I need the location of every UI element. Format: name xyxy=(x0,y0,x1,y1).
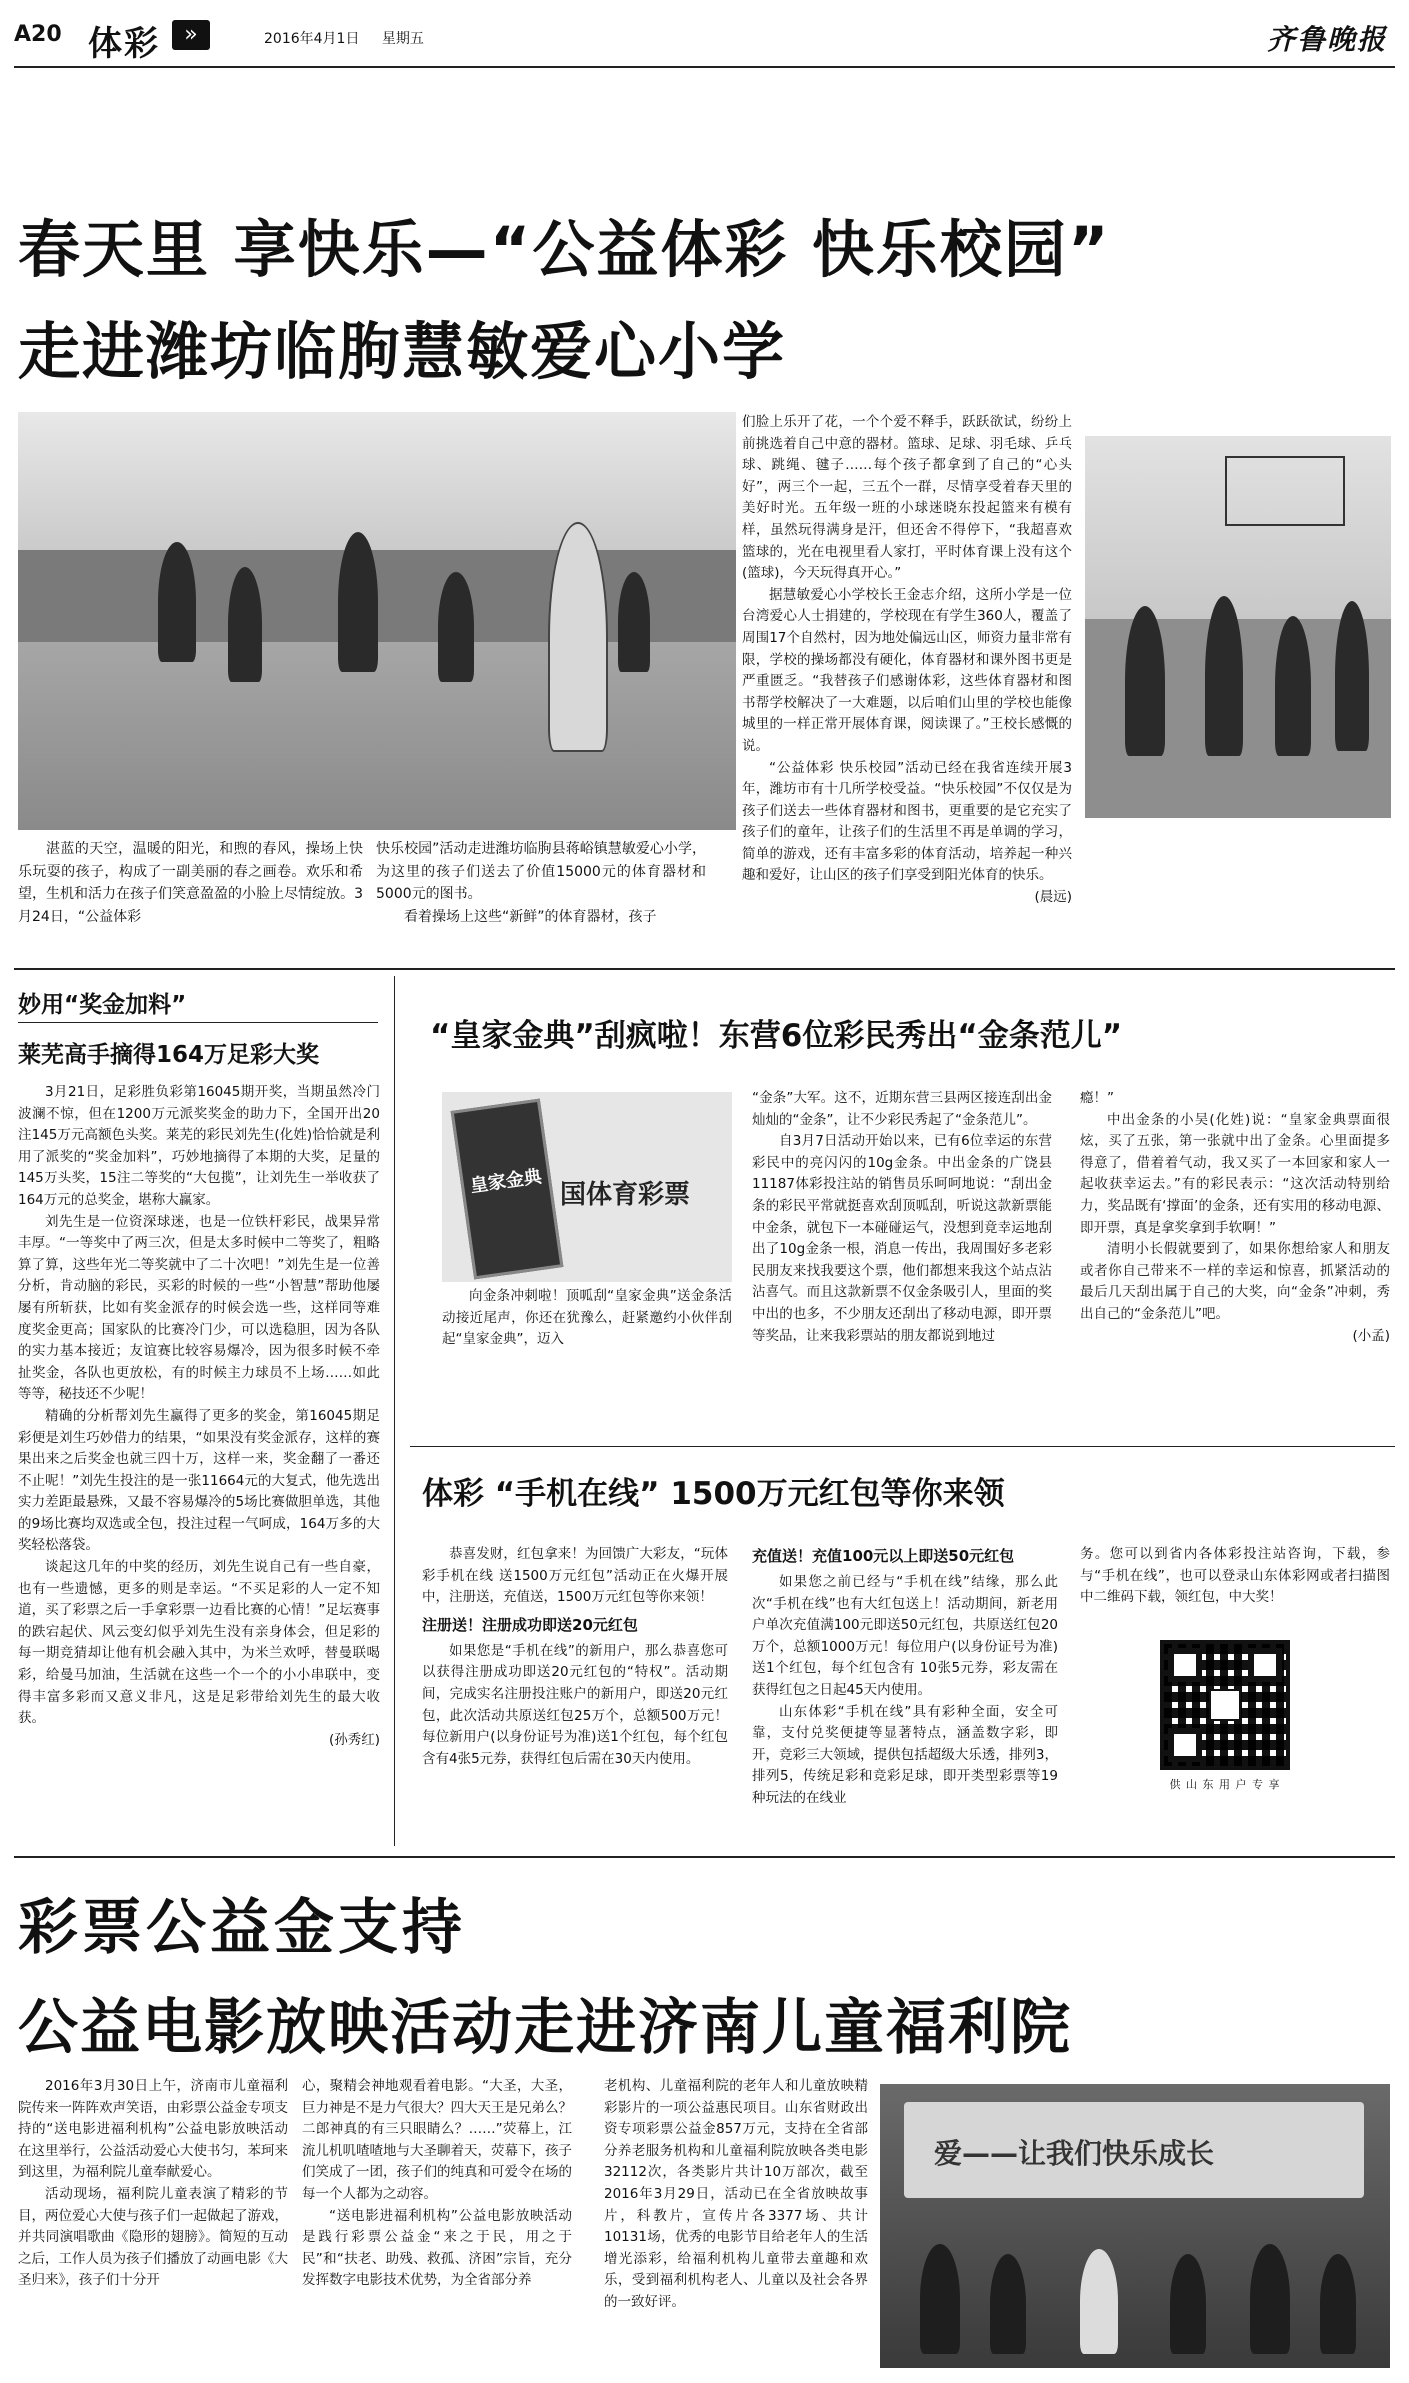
article5-title-line1: 彩票公益金支持 xyxy=(18,1893,466,1963)
stage-banner-text: 爱——让我们快乐成长 xyxy=(934,2137,1215,2170)
article1-author: (晨远) xyxy=(1034,889,1072,906)
section-title: 体彩 xyxy=(88,24,160,64)
article4-col1: 恭喜发财，红包拿来！为回馈广大彩友，“玩体彩手机在线 送1500万元红包”活动正在火爆开展中，注册送，充值送，1500万元红包等你来领！ 注册送！注册成功即送20元红包 如果您是“手机在线”的新用户，那么恭喜您可以获得注册成功即送20元红包的“特权”。活动期间，完成实名注册投注账户的新用户，即送20元红包，此次活动共原送红包25万个，总额500万元！每位新用户(以身份证号为准)送1个红包，每个红包含有4张5元券，获得红包后需在30天内使用。 xyxy=(422,1546,728,1767)
article3-title: “皇家金典”刮疯啦！东营6位彩民秀出“金条范儿” xyxy=(430,1018,1123,1054)
newspaper-logo: 齐鲁晚报 xyxy=(1266,23,1387,56)
photo-scratch-ticket xyxy=(442,1092,732,1282)
article4-col3: 务。您可以到省内各体彩投注站咨询，下载，参与“手机在线”，也可以登录山东体彩网或者扫描图中二维码下载，领红包，中大奖！ xyxy=(1080,1546,1390,1606)
section-badge xyxy=(80,14,240,64)
qr-code[interactable] xyxy=(1160,1640,1290,1770)
article2-author: (孙秀红) xyxy=(328,1731,380,1748)
weekday-text: 星期五 xyxy=(381,31,424,47)
article3-col2: “金条”大军。这不，近期东营三县两区接连刮出金灿灿的“金条”，让不少彩民秀起了“金条范儿”。 自3月7日活动开始以来，已有6位幸运的东营彩民中的亮闪闪的10g金条。中出金条的广饶县11187体彩投注站的销售员乐呵呵地说：“刮出金条的彩民平常就挺喜欢刮顶呱刮，听说这款新票能中金条，就包下一本碰碰运气，没想到竟幸运地刮出了10g金条一根，消息一传出，我周围好多老彩民朋友来找我要这个票，他们都想来我这个站点沾沾喜气。而且这款新票不仅金条吸引人，里面的奖中出的也多，不少朋友还刮出了移动电源，即开票等奖品，让来我彩票站的朋友都说到地过 xyxy=(752,1090,1052,1344)
lottery-sign-text: 国体育彩票 xyxy=(560,1180,691,1210)
article5-col2: 心，聚精会神地观看着电影。“大圣，大圣，巨力神是不是力气很大？四大天王是兄弟么？二郎神真的有三只眼睛么？……”荧幕上，江流儿机叽喳喳地与大圣聊着天，荧幕下，孩子们笑成了一团，孩子们的纯真和可爱令在场的每一个人都为之动容。 “送电影进福利机构”公益电影放映活动是践行彩票公益金“来之于民，用之于民”和“扶老、助残、救孤、济困”宗旨，充分发挥数字电影技术优势，为全省部分养 xyxy=(302,2078,572,2289)
photo-basketball-game xyxy=(1085,436,1391,818)
subhead-register: 注册送！注册成功即送20元红包 xyxy=(422,1615,638,1634)
article1-caption: 湛蓝的天空，温暖的阳光，和煦的春风，操场上快乐玩耍的孩子，构成了一副美丽的春之画卷。欢乐和希望，生机和活力在孩子们笑意盈盈的小脸上尽情绽放。3月24日，“公益体彩 xyxy=(18,841,363,926)
subhead-recharge: 充值送！充值100元以上即送50元红包 xyxy=(752,1547,1015,1565)
article3-caption: 向金条冲刺啦！顶呱刮“皇家金典”送金条活动接近尾声，你还在犹豫么，赶紧邀约小伙伴刮起“皇家金典”，迈入 xyxy=(442,1288,732,1348)
divider-3 xyxy=(14,1856,1395,1858)
article4-col2: 充值送！充值100元以上即送50元红包 如果您之前已经与“手机在线”结缘，那么此次“手机在线”也有大红包送上！活动期间，新老用户单次充值满100元即送50元红包，共原送红包20万个，总额1000万元！每位用户(以身份证号为准)送1个红包，每个红包含有 10张5元券，彩友需在获得红包之日起45天内使用。 山东体彩“手机在线”具有彩种全面，安全可靠，支付兑奖便捷等显著特点，涵盖数字彩，即开，竞彩三大领域，提供包括超级大乐透，排列3，排列5，传统足彩和竞彩足球，即开类型彩票等19种玩法的在线业 xyxy=(752,1544,1058,1810)
article1-title-line1: 春天里 享快乐—“公益体彩 快乐校园” xyxy=(18,213,1111,286)
article3-author: (小孟) xyxy=(1352,1327,1390,1344)
header-rule xyxy=(14,66,1395,68)
kicker-rule xyxy=(18,1022,378,1023)
photo-children-jump-rope xyxy=(18,412,736,830)
article1-title-line2: 走进潍坊临朐慧敏爱心小学 xyxy=(18,315,787,388)
section-arrow-icon: » xyxy=(172,20,210,50)
article1-body: 们脸上乐开了花，一个个爱不释手，跃跃欲试，纷纷上前挑选着自己中意的器材。篮球、足球、羽毛球、乒乓球、跳绳、毽子……每个孩子都拿到了自己的“心头好”，两三个一起，三五个一群，尽情享受着春天里的美好时光。五年级一班的小球迷晓东投起篮来有模有样，虽然玩得满身是汗，但还舍不得停下，“我超喜欢篮球的，光在电视里看人家打，平时体育课上没有这个(篮球)，今天玩得真开心。” 据慧敏爱心小学校长王金志介绍，这所小学是一位台湾爱心人士捐建的，学校现在有学生360人，覆盖了周围17个自然村，因为地处偏远山区，师资力量非常有限，学校的操场都没有硬化，体育器材和课外图书更是严重匮乏。“我替孩子们感谢体彩，这些体育器材和图书帮学校解决了一大难题，以后咱们山里的学校也能像城里的一样正常开展体育课，阅读课了。”王校长感慨的说。 “公益体彩 快乐校园”活动已经在我省连续开展3年，潍坊市有十几所学校受益。“快乐校园”不仅仅是为孩子们送去一些体育器材和图书，更重要的是它充实了孩子们的童年，让孩子们的生活里不再是单调的学习，简单的游戏，还有丰富多彩的体育活动，培养起一种兴趣和爱好，让山区的孩子们享受到阳光体育的快乐。 (晨远) xyxy=(742,412,1072,909)
qr-caption: 供 山 东 用 户 专 享 xyxy=(1169,1778,1281,1791)
article2-body: 3月21日，足彩胜负彩第16045期开奖，当期虽然冷门波澜不惊，但在1200万元派奖奖金的助力下，全国开出20注145万元高额色头奖。莱芜的彩民刘先生(化姓)恰恰就是利用了派奖的“奖金加料”，巧妙地摘得了本期的大奖，足量的145万头奖，15注二等奖的“大包揽”，让刘先生一举收获了164万元的总奖金，堪称大赢家。 刘先生是一位资深球迷，也是一位铁杆彩民，战果异常丰厚。“一等奖中了两三次，但是太多时候中二等奖了，粗略算了算，这些年光二等奖就中了二十次吧！”刘先生是一位善分析，肯动脑的彩民，买彩的时候的一些“小智慧”帮助他屡屡有所斩获，比如有奖金派存的时候会选一些，这样同等难度奖金更高；国家队的比赛冷门少，可以选稳胆，因为各队的实力基本接近；友谊赛比较容易爆冷，因为很多时候不牵扯奖金，各队也更放松，有的时候主力球员不上场……如此等等，秘技还不少呢！ 精确的分析帮刘先生赢得了更多的奖金，第16045期足彩便是刘生巧妙借力的结果，“如果没有奖金派存，这样的赛果出来之后奖金也就三四十万，这样一来，奖金翻了一番还不止呢！”刘先生投注的是一张11664元的大复式，他先选出实力差距最悬殊，又最不容易爆冷的5场比赛做胆单选，其他的9场比赛均双选或全包，投注过程一气呵成，164万多的大奖轻松落袋。 谈起这几年的中奖的经历，刘先生说自己有一些自豪，也有一些遗憾，更多的则是幸运。“不买足彩的人一定不知道，买了彩票之后一手拿彩票一边看比赛的心情！”足坛赛事的跌宕起伏、风云变幻似乎刘先生没有亲身体会，但足彩的每一期竞猜却让他有机会融入其中，为米兰欢呼，替曼联喝彩，给曼马加油，生活就在这些一个一个的小小串联中，变得丰富多彩而又意义非凡，这是足彩带给刘先生的最大收获。 (孙秀红) xyxy=(18,1082,380,1751)
issue-date xyxy=(264,28,424,48)
article4-title: 体彩 “手机在线” 1500万元红包等你来领 xyxy=(422,1476,1005,1512)
ticket-label: 皇家金典 xyxy=(468,1166,544,1197)
page-number: A20 xyxy=(14,22,62,47)
divider-1 xyxy=(14,968,1395,970)
article5-col1: 2016年3月30日上午，济南市儿童福利院传来一阵阵欢声笑语，由彩票公益金专项支持的“送电影进福利机构”公益电影放映活动在这里举行，公益活动爱心大使书匀，苯珂来到这里，为福利院儿童奉献爱心。 活动现场，福利院儿童表演了精彩的节目，两位爱心大使与孩子们一起做起了游戏，并共同演唱歌曲《隐形的翅膀》。简短的互动之后，工作人员为孩子们播放了动画电影《大圣归来》，孩子们十分开 xyxy=(18,2078,288,2289)
date-text: 2016年4月1日 xyxy=(264,31,360,47)
divider-2 xyxy=(410,1446,1395,1447)
article2-title: 莱芜高手摘得164万足彩大奖 xyxy=(18,1042,320,1068)
photo-children-performance xyxy=(880,2084,1390,2368)
article5-title-line2: 公益电影放映活动走进济南儿童福利院 xyxy=(18,1993,1072,2063)
article1-caption-2: 快乐校园”活动走进潍坊临朐县蒋峪镇慧敏爱心小学，为这里的孩子们送去了价值15000元的体育器材和5000元的图书。 看着操场上这些“新鲜”的体育器材，孩子 xyxy=(376,841,706,926)
article3-col3: 瘾！” 中出金条的小吴(化姓)说：“皇家金典票面很炫，买了五张，第一张就中出了金条。心里面提多得意了，借着着气动，我又买了一本回家和家人一起收获幸运去。”有的彩民表示：“这次活动特别给力，奖品既有‘撑面’的金条，还有实用的移动电源、即开票，真是拿奖拿到手软啊！” 清明小长假就要到了，如果你想给家人和朋友或者你自己带来不一样的幸运和惊喜，抓紧活动的最后几天刮出属于自己的大奖，向“金条”冲刺，秀出自己的“金条范儿”吧。 (小孟) xyxy=(1080,1088,1390,1347)
article5-col3: 老机构、儿童福利院的老年人和儿童放映精彩影片的一项公益惠民项目。山东省财政出资专项彩票公益金857万元，支持在全省部分养老服务机构和儿童福利院放映各类电影32112次，各类影片共计10万部次，截至2016年3月29日，活动已在全省放映故事片，科教片，宣传片各3377场、共计10131场，优秀的电影节目给老年人的生活增光添彩，给福利机构儿童带去童趣和欢乐，受到福利机构老人、儿童以及社会各界的一致好评。 xyxy=(604,2078,868,2310)
article2-kicker: 妙用“奖金加料” xyxy=(18,992,187,1018)
vertical-divider xyxy=(394,976,395,1846)
